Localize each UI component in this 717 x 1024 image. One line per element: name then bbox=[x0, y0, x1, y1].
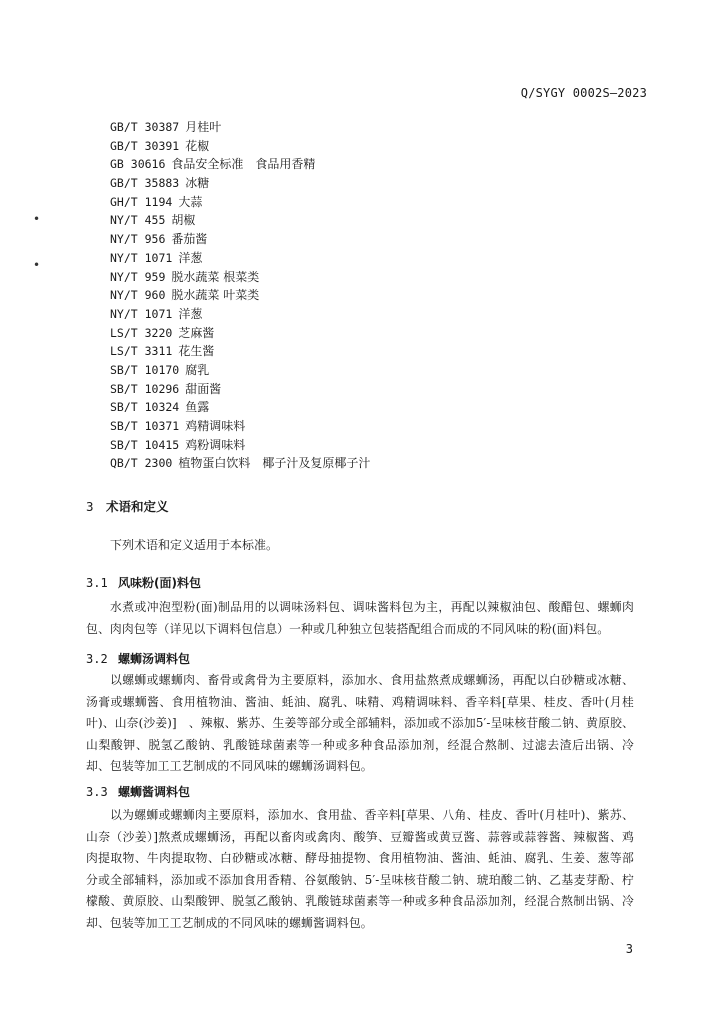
reference-code: NY/T 1071 bbox=[110, 250, 173, 265]
reference-title: 腐乳 bbox=[185, 362, 210, 377]
reference-item bbox=[110, 380, 370, 399]
reference-code: LS/T 3311 bbox=[110, 344, 173, 359]
reference-item bbox=[110, 286, 370, 305]
reference-item bbox=[110, 211, 370, 230]
section-title: 螺蛳酱调料包 bbox=[118, 785, 191, 799]
reference-code: NY/T 1071 bbox=[110, 306, 173, 321]
section-3-intro: 下列术语和定义适用于本标准。 bbox=[110, 538, 279, 552]
reference-title: 芝麻酱 bbox=[178, 325, 215, 340]
reference-code: SB/T 10415 bbox=[110, 437, 180, 452]
reference-code: NY/T 455 bbox=[110, 213, 166, 228]
reference-title: 甜面酱 bbox=[185, 381, 222, 396]
reference-title: 鸡精调味料 bbox=[185, 419, 246, 433]
reference-item bbox=[110, 193, 370, 212]
reference-item bbox=[110, 118, 370, 137]
section-3-2-heading bbox=[86, 650, 190, 667]
reference-item bbox=[110, 324, 370, 343]
section-title: 风味粉(面)料包 bbox=[118, 576, 201, 590]
reference-item bbox=[110, 342, 370, 361]
reference-code: SB/T 10296 bbox=[110, 381, 180, 396]
section-3-3-heading bbox=[86, 783, 190, 800]
reference-title: 胡椒 bbox=[171, 213, 196, 228]
reference-code: GB/T 30391 bbox=[110, 138, 180, 153]
reference-list bbox=[110, 118, 370, 473]
reference-title: 大蒜 bbox=[178, 194, 203, 209]
section-number: 3 bbox=[86, 499, 94, 514]
reference-code: GB 30616 bbox=[110, 157, 166, 172]
reference-code: GH/T 1194 bbox=[110, 194, 173, 209]
reference-item bbox=[110, 361, 370, 380]
reference-code: NY/T 959 bbox=[110, 269, 166, 284]
page-number: 3 bbox=[625, 942, 633, 956]
reference-title: 洋葱 bbox=[178, 250, 203, 265]
reference-code: LS/T 3220 bbox=[110, 325, 173, 340]
reference-code: NY/T 960 bbox=[110, 288, 166, 303]
margin-mark: • bbox=[33, 258, 41, 272]
section-3-1-body: 水煮或冲泡型粉(面)制品用的以调味汤料包、调味酱料包为主，再配以辣椒油包、酸醋包、螺蛳肉包、肉肉包等（详见以下调料包信息）一种或几种独立包装搭配组合而成的不同风味的粉(面)料包。 bbox=[86, 600, 634, 636]
reference-item bbox=[110, 155, 370, 174]
reference-title: 食品安全标准 食品用香精 bbox=[171, 157, 316, 172]
reference-code: GB/T 30387 bbox=[110, 120, 180, 134]
section-number: 3.1 bbox=[86, 576, 108, 590]
reference-title: 鱼露 bbox=[185, 400, 210, 415]
reference-title: 番茄酱 bbox=[171, 232, 208, 247]
margin-mark: • bbox=[33, 212, 41, 226]
reference-title: 脱水蔬菜 根菜类 bbox=[171, 269, 260, 284]
section-3-2-body: 以螺蛳或螺蛳肉、畜骨或禽骨为主要原料，添加水、食用盐熬煮成螺蛳汤，再配以白砂糖或冰糖、汤膏或螺蛳酱、食用植物油、酱油、蚝油、腐乳、味精、鸡精调味料、香辛料[草果、桂皮、香叶(月桂叶)、山奈(沙姜)] 、辣椒、紫苏、生姜等部分或全部辅料，添加或不添加5′-呈味核苷酸二钠、黄原胶、山梨酸钾、脱氢乙酸钠、乳酸链球菌素等一种或多种食品添加剂，经混合熬制、过滤去渣后出锅、冷却、包装等加工工艺制成的不同风味的螺蛳汤调料包。 bbox=[86, 673, 634, 773]
section-3-heading bbox=[86, 497, 169, 515]
section-title: 螺蛳汤调料包 bbox=[118, 652, 191, 666]
reference-title: 花生酱 bbox=[178, 344, 215, 359]
reference-code: SB/T 10324 bbox=[110, 400, 180, 415]
reference-item bbox=[110, 417, 370, 436]
section-title: 术语和定义 bbox=[106, 499, 169, 514]
reference-item bbox=[110, 249, 370, 268]
reference-code: QB/T 2300 bbox=[110, 456, 173, 471]
reference-title: 鸡粉调味料 bbox=[185, 437, 246, 452]
reference-title: 月桂叶 bbox=[185, 120, 222, 134]
reference-item bbox=[110, 305, 370, 324]
reference-title: 洋葱 bbox=[178, 306, 203, 321]
reference-code: NY/T 956 bbox=[110, 232, 166, 247]
section-number: 3.3 bbox=[86, 785, 108, 799]
reference-title: 植物蛋白饮料 椰子汁及复原椰子汁 bbox=[178, 456, 371, 471]
reference-item bbox=[110, 398, 370, 417]
standard-code-header: Q/SYGY 0002S—2023 bbox=[520, 86, 647, 100]
section-3-3-body: 以为螺蛳或螺蛳肉主要原料，添加水、食用盐、香辛料[草果、八角、桂皮、香叶(月桂叶)、紫苏、山奈（沙姜）]熬煮成螺蛳汤，再配以畜肉或禽肉、酸笋、豆瓣酱或黄豆酱、蒜蓉或蒜蓉酱、辣椒酱、鸡肉提取物、牛肉提取物、白砂糖或冰糖、酵母抽提物、食用植物油、酱油、蚝油、腐乳、生姜、葱等部分或全部辅料，添加或不添加食用香精、谷氨酸钠、5′-呈味核苷酸二钠、琥珀酸二钠、乙基麦芽酚、柠檬酸、黄原胶、山梨酸钾、脱氢乙酸钠、乳酸链球菌素等一种或多种食品添加剂，经混合熬制出锅、冷却、包装等加工工艺制成的不同风味的螺蛳酱调料包。 bbox=[86, 808, 634, 930]
reference-item bbox=[110, 454, 370, 473]
reference-code: GB/T 35883 bbox=[110, 176, 180, 191]
reference-item bbox=[110, 436, 370, 455]
reference-item bbox=[110, 174, 370, 193]
section-number: 3.2 bbox=[86, 652, 108, 666]
reference-title: 花椒 bbox=[185, 138, 210, 153]
reference-code: SB/T 10371 bbox=[110, 419, 180, 433]
reference-title: 冰糖 bbox=[185, 176, 210, 191]
reference-item bbox=[110, 268, 370, 287]
reference-code: SB/T 10170 bbox=[110, 362, 180, 377]
reference-item bbox=[110, 137, 370, 156]
reference-title: 脱水蔬菜 叶菜类 bbox=[171, 288, 260, 303]
section-3-1-heading bbox=[86, 574, 201, 591]
reference-item bbox=[110, 230, 370, 249]
